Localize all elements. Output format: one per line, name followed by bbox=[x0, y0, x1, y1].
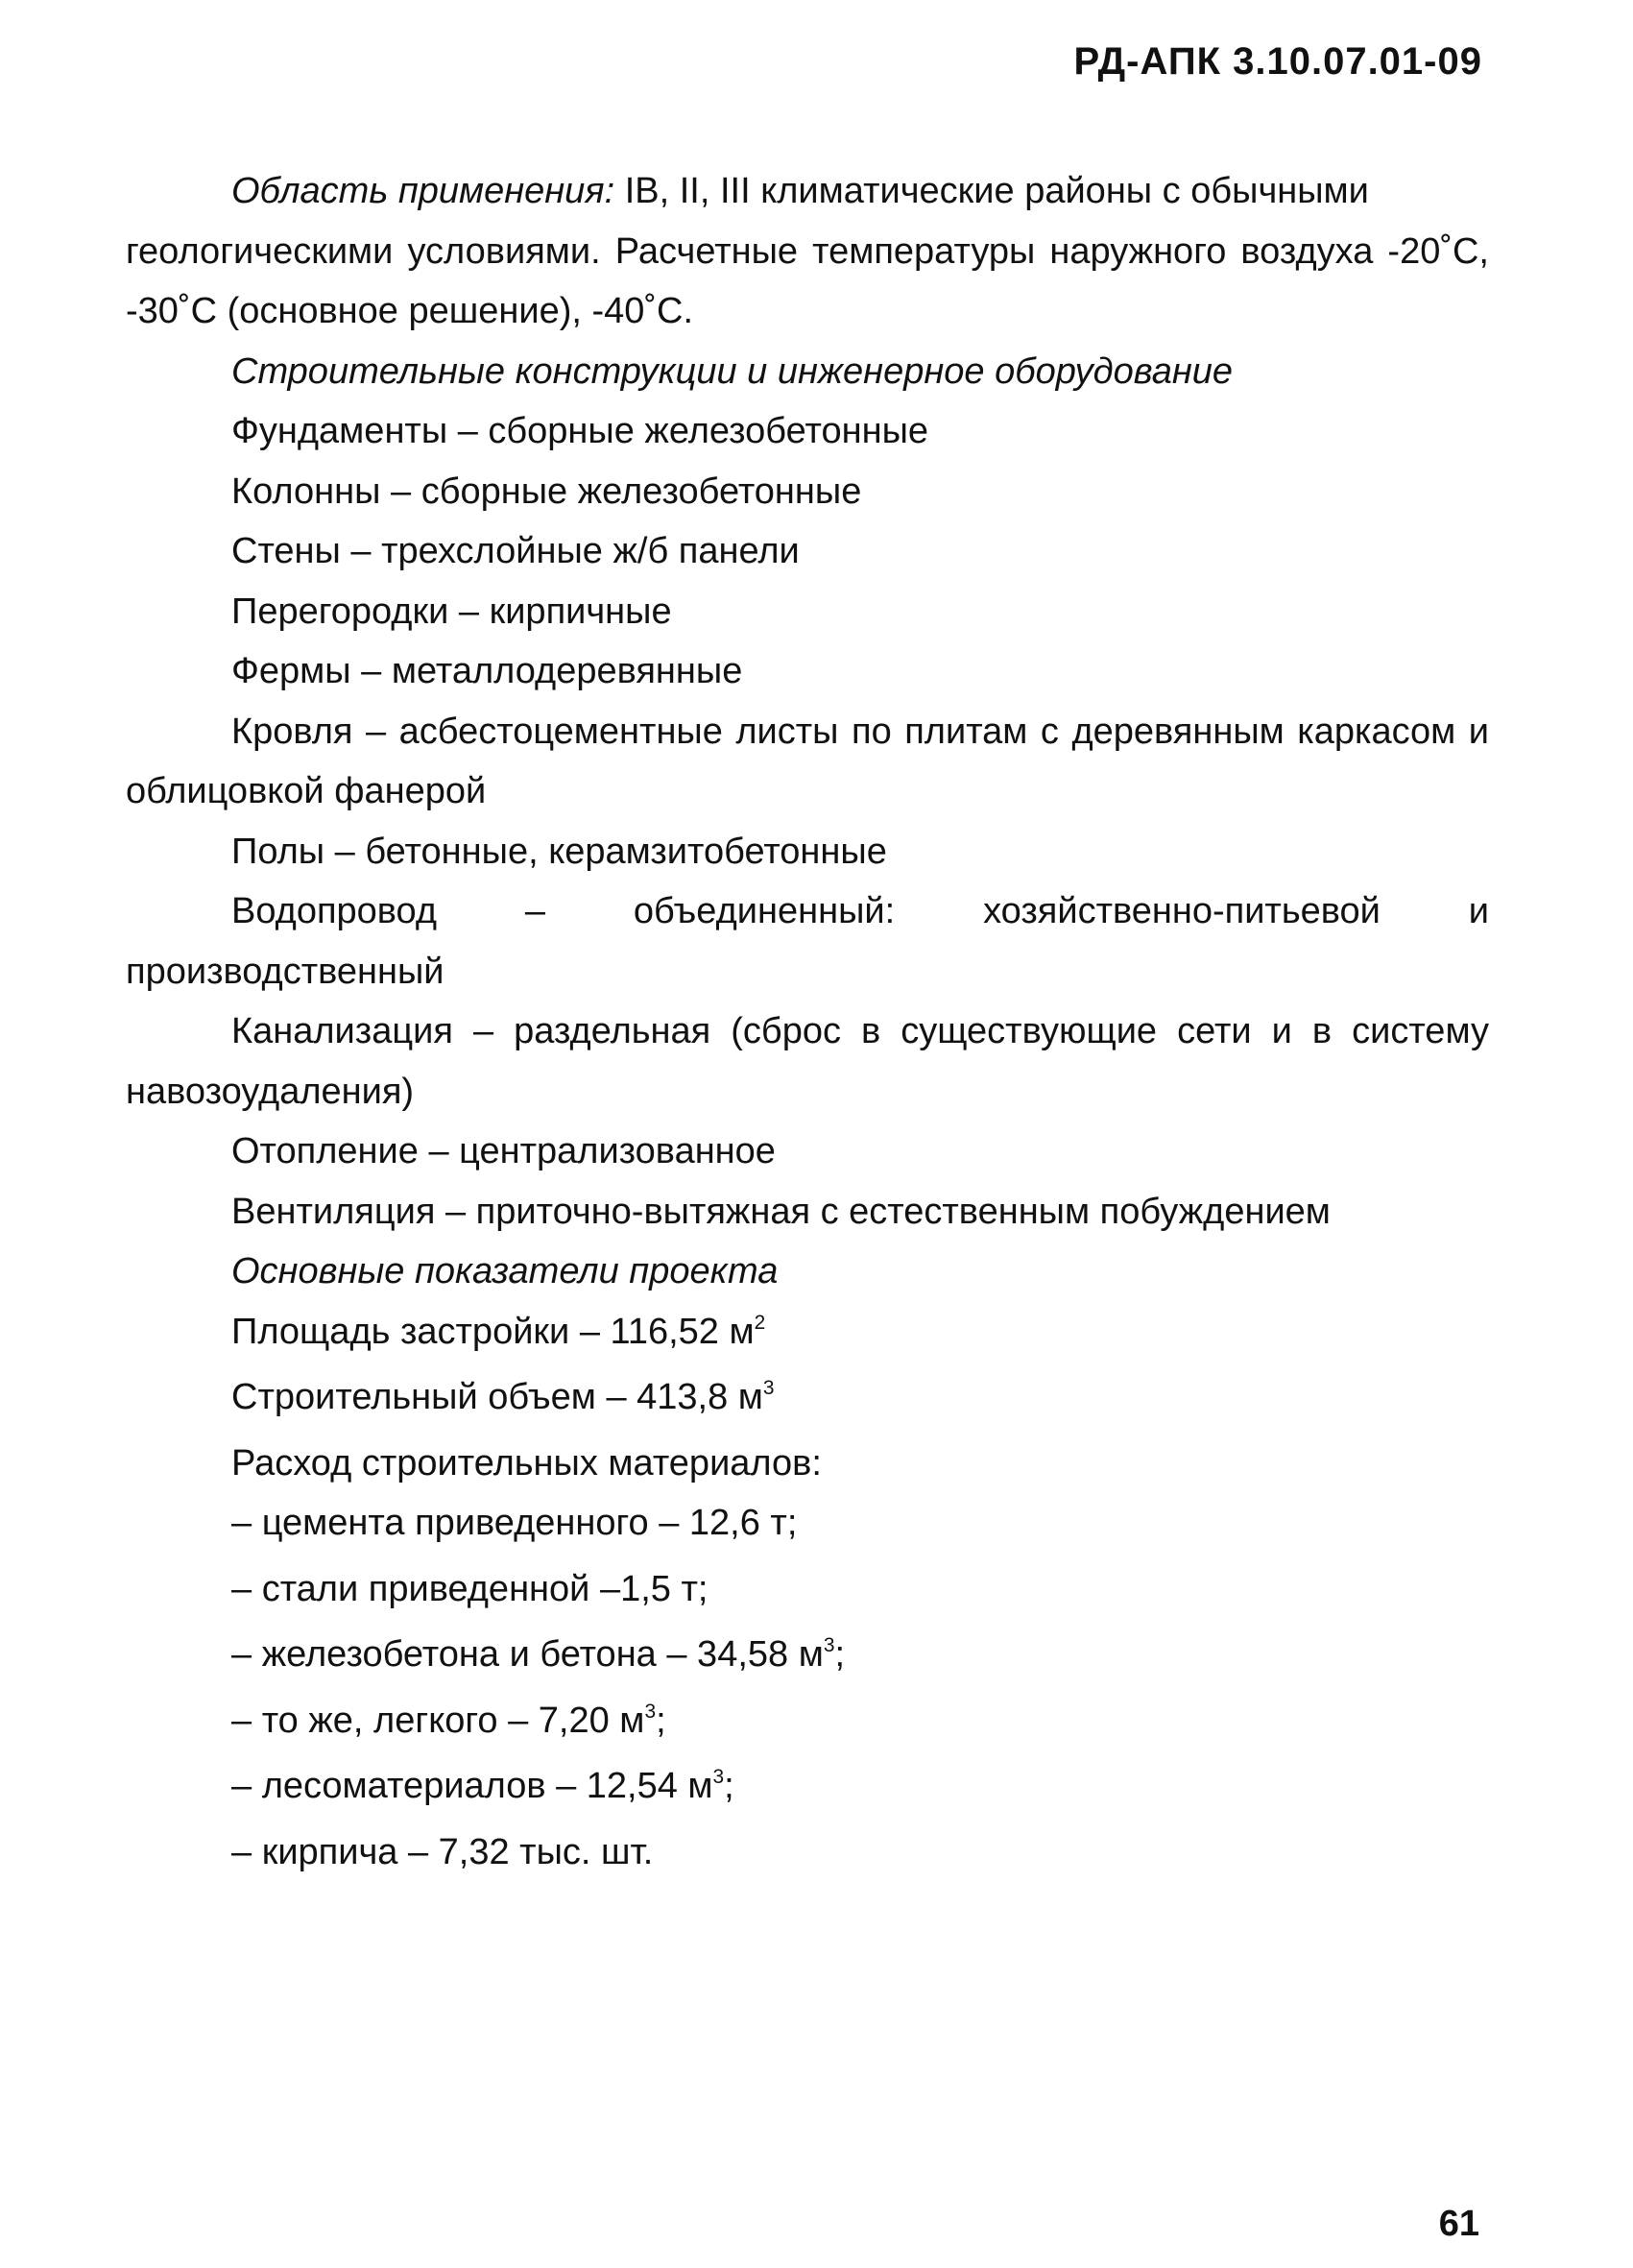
materials-list bbox=[231, 1493, 1489, 1888]
material-item-text: – стали приведенной –1,5 т; bbox=[231, 1568, 708, 1609]
material-item-after: ; bbox=[724, 1766, 734, 1806]
material-item-unit-power: 3 bbox=[644, 1700, 657, 1723]
material-item bbox=[231, 1625, 1489, 1691]
construction-item: Отопление – централизованное bbox=[231, 1131, 776, 1171]
construction-item: Колонны – сборные железобетонные bbox=[231, 470, 862, 512]
building-area bbox=[126, 1302, 1489, 1368]
scope-text-line1: IB, II, III климатические районы с обычными bbox=[614, 171, 1369, 211]
construction-item: Водопровод – объединенный: хозяйственно-питьевой и производственный bbox=[126, 891, 1489, 992]
page-body bbox=[126, 161, 1489, 1888]
construction-item: Фермы – металлодеревянные bbox=[231, 651, 743, 691]
material-item-after: ; bbox=[656, 1700, 666, 1741]
materials-heading: Расход строительных материалов: bbox=[231, 1442, 822, 1484]
material-item-text: – кирпича – 7,32 тыс. шт. bbox=[231, 1831, 654, 1872]
material-item-unit-power: 3 bbox=[712, 1766, 725, 1789]
material-item bbox=[231, 1559, 1489, 1626]
material-item-unit-power: 3 bbox=[823, 1634, 835, 1657]
constructions-list bbox=[126, 401, 1489, 1242]
document-code-header: РД-АПК 3.10.07.01-09 bbox=[1073, 40, 1482, 83]
material-item-text: – лесоматериалов – 12,54 м bbox=[231, 1766, 713, 1806]
construction-item: Вентиляция – приточно-вытяжная с естественным побуждением bbox=[231, 1191, 1331, 1232]
construction-item: Фундаменты – сборные железобетонные bbox=[231, 411, 929, 451]
scope-text-rest: геологическими условиями. Расчетные температуры наружного воздуха -20˚С, -30˚С (основное решение), -40˚С. bbox=[126, 230, 1489, 331]
indicators-heading: Основные показатели проекта bbox=[231, 1251, 779, 1291]
material-item-text: – цемента приведенного – 12,6 т; bbox=[231, 1503, 798, 1543]
material-item-after: ; bbox=[834, 1634, 846, 1675]
material-item bbox=[231, 1493, 1489, 1559]
material-item bbox=[231, 1691, 1489, 1757]
construction-item: Канализация – раздельная (сброс в существующие сети и в систему навозоудаления) bbox=[126, 1011, 1489, 1112]
building-volume bbox=[126, 1367, 1489, 1434]
construction-item: Перегородки – кирпичные bbox=[231, 591, 672, 632]
material-item bbox=[231, 1822, 1489, 1889]
building-volume-text: Строительный объем – 413,8 м bbox=[231, 1377, 763, 1417]
material-item-text: – железобетона и бетона – 34,58 м bbox=[231, 1634, 824, 1675]
material-item-text: – то же, легкого – 7,20 м bbox=[231, 1700, 645, 1741]
material-item bbox=[231, 1756, 1489, 1822]
construction-item: Полы – бетонные, керамзитобетонные bbox=[231, 831, 887, 872]
constructions-heading: Строительные конструкции и инженерное оборудование bbox=[231, 350, 1234, 392]
scope-paragraph bbox=[126, 161, 1489, 342]
scope-label: Область применения: bbox=[231, 171, 615, 211]
construction-item: Кровля – асбестоцементные листы по плитам с деревянным каркасом и облицовкой фанерой bbox=[126, 711, 1489, 811]
building-area-text: Площадь застройки – 116,52 м bbox=[231, 1311, 755, 1352]
page-number: 61 bbox=[1438, 2204, 1479, 2244]
construction-item: Стены – трехслойные ж/б панели bbox=[231, 531, 800, 571]
building-volume-unit-power: 3 bbox=[762, 1377, 775, 1400]
building-area-unit-power: 2 bbox=[754, 1311, 766, 1334]
